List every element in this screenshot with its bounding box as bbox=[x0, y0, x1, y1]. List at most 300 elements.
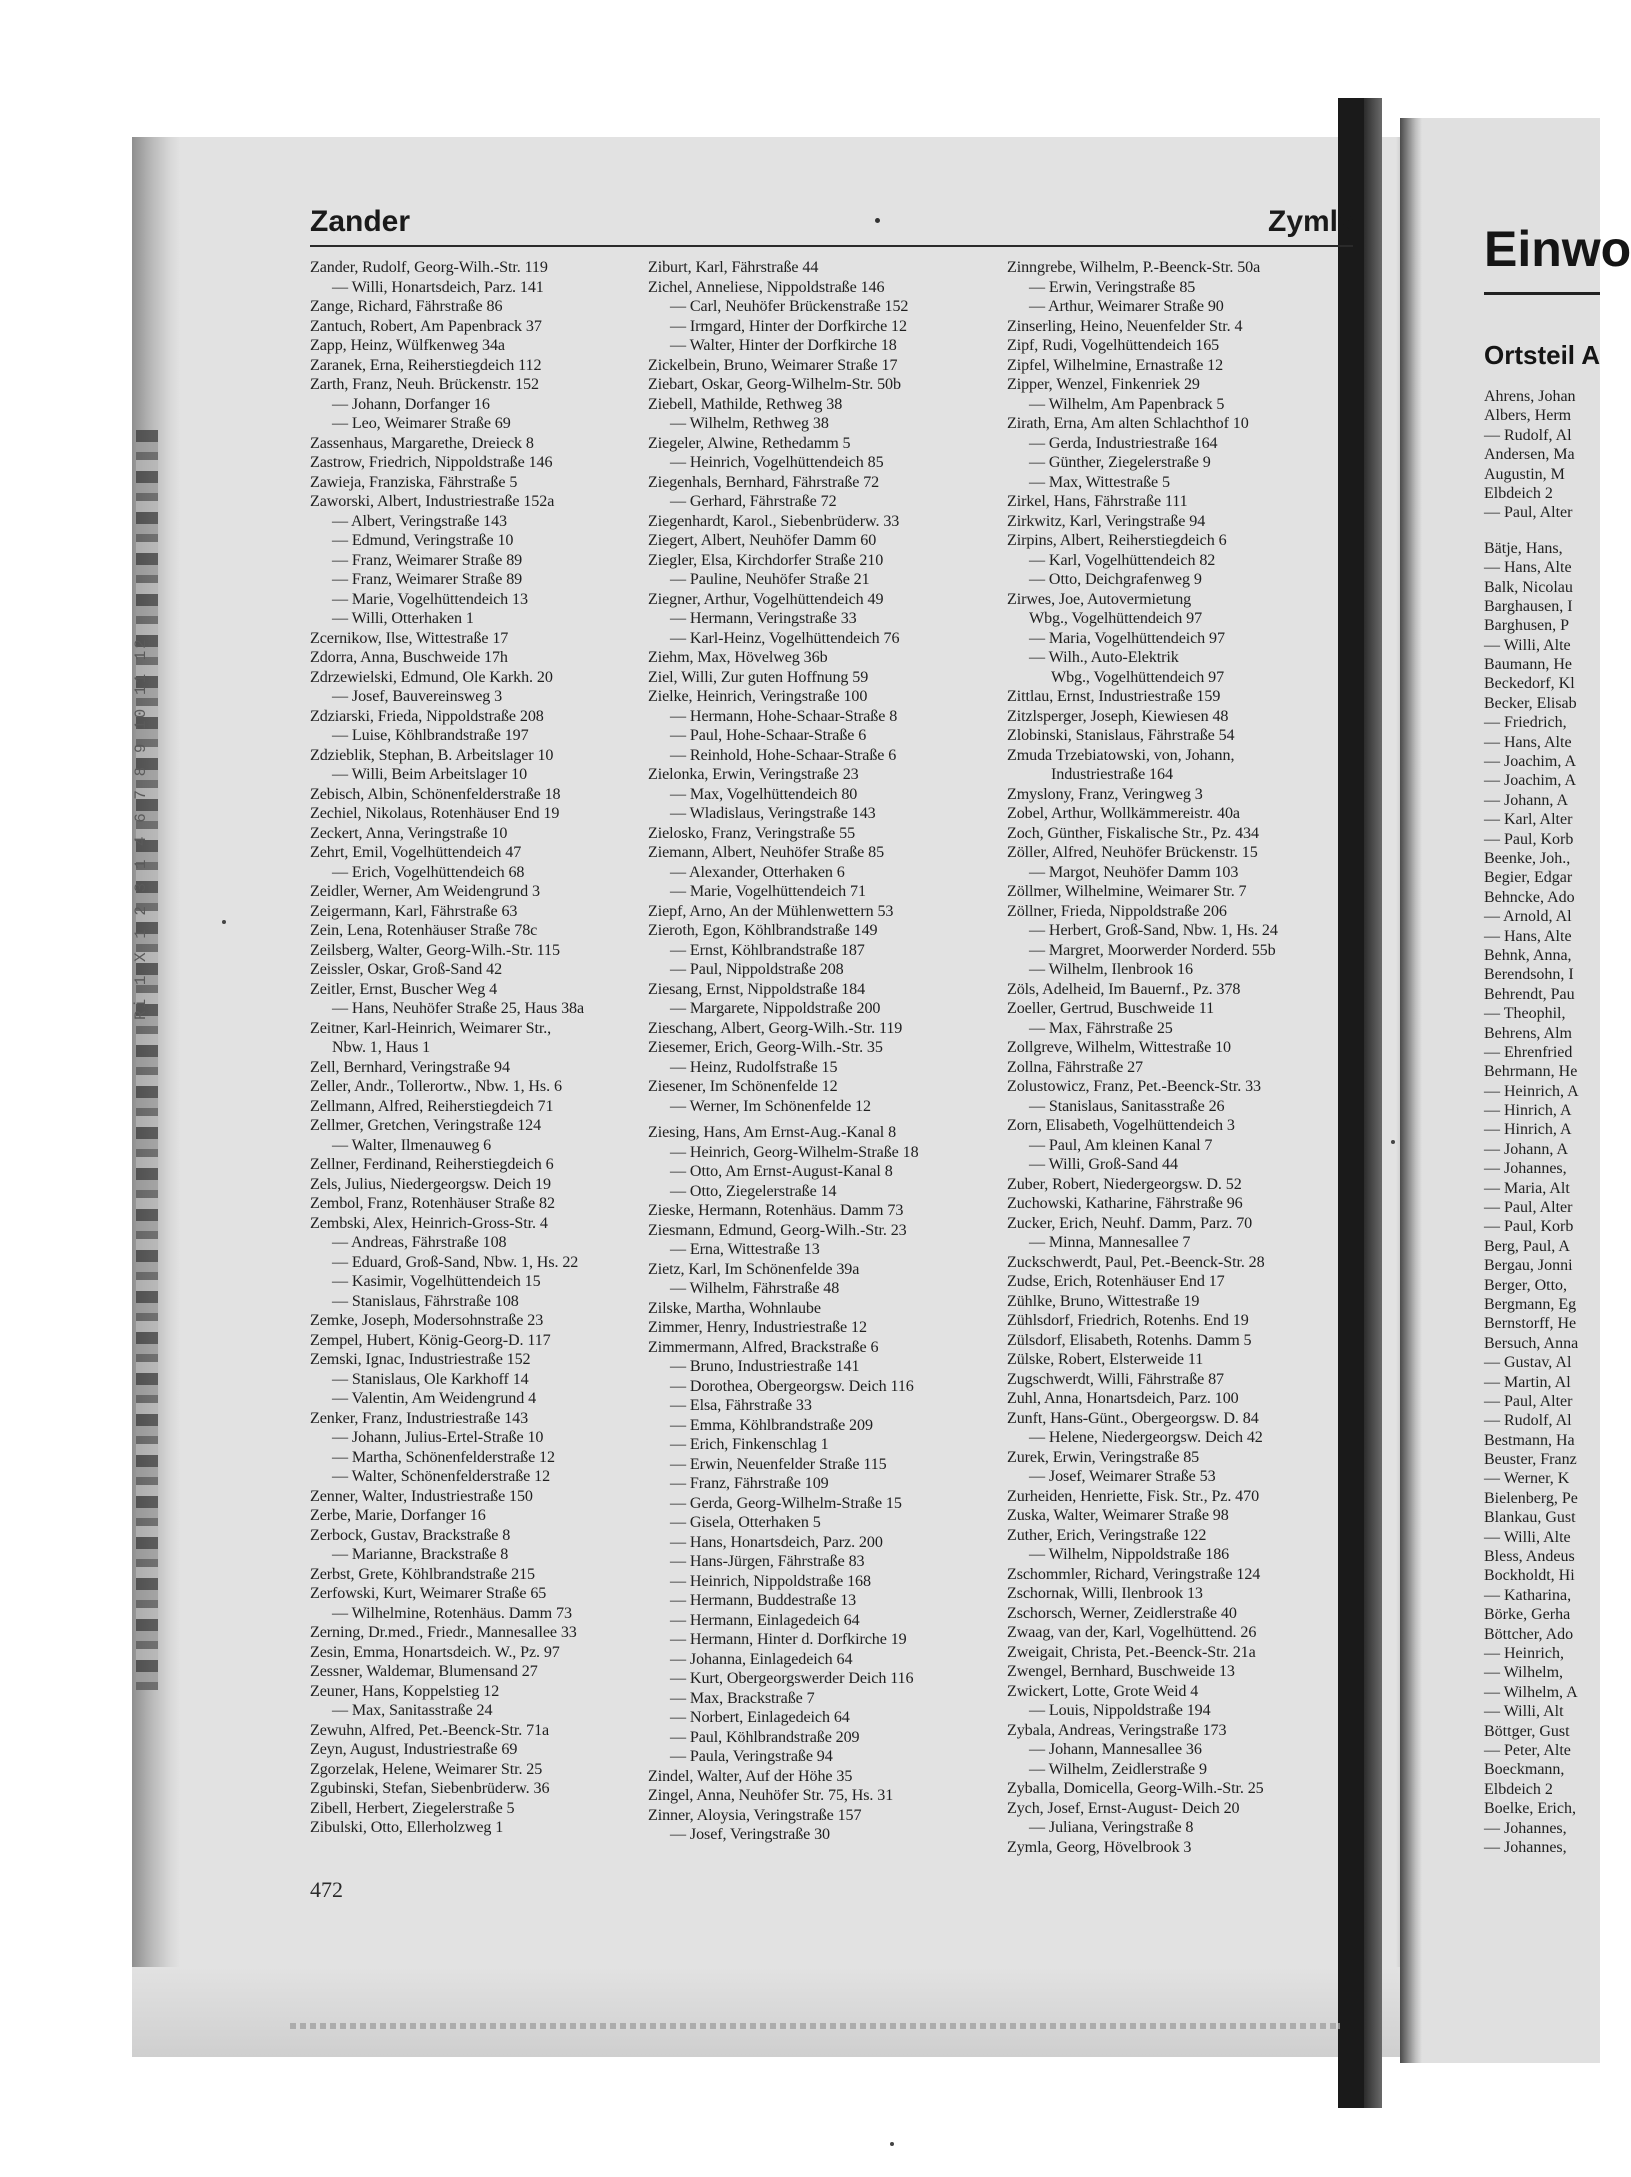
directory-entry: — Walter, Schönenfelderstraße 12 bbox=[332, 1468, 551, 1485]
directory-entry: Bestmann, Ha bbox=[1484, 1431, 1575, 1449]
directory-entry: Bockholdt, Hi bbox=[1484, 1567, 1575, 1585]
directory-entry: Zemski, Ignac, Industriestraße 152 bbox=[310, 1351, 531, 1368]
directory-entry: Zuckschwerdt, Paul, Pet.-Beenck-Str. 28 bbox=[1007, 1253, 1265, 1271]
directory-entry: Zirath, Erna, Am alten Schlachthof 10 bbox=[1007, 415, 1249, 432]
directory-entry: — Heinrich, A bbox=[1484, 1082, 1579, 1100]
directory-entry: Zels, Julius, Niedergeorgsw. Deich 19 bbox=[310, 1175, 551, 1193]
directory-entry: Zembski, Alex, Heinrich-Gross-Str. 4 bbox=[310, 1214, 548, 1232]
directory-entry: Zdzieblik, Stephan, B. Arbeitslager 10 bbox=[310, 746, 554, 764]
directory-entry: Zange, Richard, Fährstraße 86 bbox=[310, 298, 503, 315]
directory-entry: — Willi, Alte bbox=[1484, 636, 1571, 654]
directory-entry: Behncke, Ado bbox=[1484, 888, 1575, 906]
directory-entry: Ziebart, Oskar, Georg-Wilhelm-Str. 50b bbox=[648, 376, 901, 393]
scan-speck bbox=[1391, 1140, 1395, 1144]
directory-entry: Bielenberg, Pe bbox=[1484, 1489, 1578, 1507]
right-page-column bbox=[1484, 387, 1600, 1857]
directory-entry: Beenke, Joh., bbox=[1484, 849, 1571, 867]
directory-entry: — Max, Sanitasstraße 24 bbox=[332, 1702, 493, 1719]
directory-entry: Zapp, Heinz, Wülfkenweg 34a bbox=[310, 337, 505, 354]
directory-entry: Zingel, Anna, Neuhöfer Str. 75, Hs. 31 bbox=[648, 1787, 894, 1804]
directory-entry: — Hans, Alte bbox=[1484, 559, 1572, 577]
directory-entry: Ziesener, Im Schönenfelde 12 bbox=[648, 1078, 838, 1095]
directory-entry: — Wilhelm, Rethweg 38 bbox=[670, 415, 829, 432]
directory-entry: Zych, Josef, Ernst-August- Deich 20 bbox=[1007, 1799, 1240, 1817]
directory-entry: — Margarete, Nippoldstraße 200 bbox=[670, 1000, 881, 1017]
directory-entry: Zantuch, Robert, Am Papenbrack 37 bbox=[310, 317, 542, 335]
directory-entry: Zybala, Andreas, Veringstraße 173 bbox=[1007, 1721, 1227, 1739]
directory-entry: Zindel, Walter, Auf der Höhe 35 bbox=[648, 1767, 853, 1785]
directory-entry: — Martha, Schönenfelderstraße 12 bbox=[332, 1448, 555, 1466]
directory-entry: Zschornak, Willi, Ilenbrook 13 bbox=[1007, 1585, 1203, 1602]
directory-entry: — Willi, Otterhaken 1 bbox=[332, 610, 474, 627]
directory-entry: — Hermann, Veringstraße 33 bbox=[670, 610, 857, 627]
directory-entry: Zeitner, Karl-Heinrich, Weimarer Str., bbox=[310, 1019, 552, 1037]
directory-entry: — Minna, Mannesallee 7 bbox=[1029, 1234, 1191, 1251]
directory-entry: Behnk, Anna, bbox=[1484, 946, 1572, 964]
directory-entry: — Erwin, Neuenfelder Straße 115 bbox=[670, 1455, 887, 1473]
directory-entry: Zudse, Erich, Rotenhäuser End 17 bbox=[1007, 1273, 1225, 1290]
directory-entry: — Josef, Veringstraße 30 bbox=[670, 1826, 830, 1843]
directory-entry: — Johanna, Einlagedeich 64 bbox=[670, 1650, 853, 1668]
directory-entry: Ziesang, Ernst, Nippoldstraße 184 bbox=[648, 980, 866, 998]
directory-entry: — Johann, A bbox=[1484, 791, 1568, 809]
directory-entry: Bernstorff, He bbox=[1484, 1315, 1577, 1333]
directory-entry: Zöller, Alfred, Neuhöfer Brückenstr. 15 bbox=[1007, 844, 1258, 861]
directory-entry: — Wladislaus, Veringstraße 143 bbox=[670, 805, 876, 822]
directory-entry: Zehrt, Emil, Vogelhüttendeich 47 bbox=[310, 844, 522, 861]
directory-entry: — Hermann, Einlagedeich 64 bbox=[670, 1611, 860, 1629]
directory-entry: — Hans, Neuhöfer Straße 25, Haus 38a bbox=[332, 1000, 585, 1017]
directory-entry: — Heinz, Rudolfstraße 15 bbox=[670, 1058, 838, 1076]
directory-entry: Ziegenhardt, Karol., Siebenbrüderw. 33 bbox=[648, 512, 900, 530]
directory-entry: — Reinhold, Hohe-Schaar-Straße 6 bbox=[670, 746, 897, 764]
directory-entry: — Johann, A bbox=[1484, 1140, 1568, 1158]
scan-speck bbox=[890, 2142, 894, 2146]
directory-entry: Ziegenhals, Bernhard, Fährstraße 72 bbox=[648, 473, 880, 491]
directory-entry: Böttcher, Ado bbox=[1484, 1625, 1574, 1643]
directory-entry: Zein, Lena, Rotenhäuser Straße 78c bbox=[310, 922, 538, 939]
directory-entry: Zwickert, Lotte, Grote Weid 4 bbox=[1007, 1682, 1199, 1700]
directory-entry: — Martin, Al bbox=[1484, 1373, 1571, 1391]
directory-entry: Zipfel, Wilhelmine, Ernastraße 12 bbox=[1007, 356, 1224, 374]
directory-entry: Behrendt, Pau bbox=[1484, 985, 1575, 1003]
directory-entry: Bergmann, Eg bbox=[1484, 1295, 1577, 1313]
directory-entry: — Wilhelm, Ilenbrook 16 bbox=[1029, 961, 1193, 978]
directory-entry: — Johann, Mannesallee 36 bbox=[1029, 1741, 1202, 1758]
directory-entry: — Karl-Heinz, Vogelhüttendeich 76 bbox=[670, 629, 900, 647]
header-rule bbox=[310, 245, 1353, 247]
directory-entry: Elbdeich 2 bbox=[1484, 484, 1553, 502]
directory-entry: Bätje, Hans, bbox=[1484, 539, 1563, 557]
directory-entry: — Edmund, Veringstraße 10 bbox=[332, 532, 514, 549]
directory-entry: — Arnold, Al bbox=[1484, 908, 1572, 926]
directory-entry: — Johann, Julius-Ertel-Straße 10 bbox=[332, 1429, 544, 1446]
directory-entry: Zoch, Günther, Fiskalische Str., Pz. 434 bbox=[1007, 824, 1259, 842]
directory-entry: — Gerhard, Fährstraße 72 bbox=[670, 493, 837, 510]
directory-entry: Zucker, Erich, Neuhf. Damm, Parz. 70 bbox=[1007, 1214, 1253, 1232]
directory-entry: Zellner, Ferdinand, Reiherstiegdeich 6 bbox=[310, 1156, 554, 1173]
directory-column-3 bbox=[1007, 258, 1355, 1857]
directory-entry: — Hans, Honartsdeich, Parz. 200 bbox=[670, 1533, 883, 1551]
directory-entry: — Erwin, Veringstraße 85 bbox=[1029, 278, 1196, 296]
directory-entry: Zesin, Emma, Honartsdeich. W., Pz. 97 bbox=[310, 1643, 560, 1661]
directory-entry: — Karl, Vogelhüttendeich 82 bbox=[1029, 551, 1216, 569]
directory-entry: Zerbe, Marie, Dorfanger 16 bbox=[310, 1507, 486, 1524]
directory-entry: — Hans, Alte bbox=[1484, 733, 1572, 751]
directory-entry: Elbdeich 2 bbox=[1484, 1780, 1553, 1798]
directory-entry: Zerfowski, Kurt, Weimarer Straße 65 bbox=[310, 1585, 547, 1602]
directory-entry: Zerbock, Gustav, Brackstraße 8 bbox=[310, 1526, 511, 1544]
directory-entry: Zeidler, Werner, Am Weidengrund 3 bbox=[310, 883, 540, 900]
directory-entry: — Peter, Alte bbox=[1484, 1741, 1571, 1759]
directory-entry: — Hermann, Hinter d. Dorfkirche 19 bbox=[670, 1631, 907, 1648]
directory-entry: Zeyn, August, Industriestraße 69 bbox=[310, 1741, 518, 1758]
directory-entry: Zibell, Herbert, Ziegelerstraße 5 bbox=[310, 1799, 515, 1817]
directory-entry: Zenner, Walter, Industriestraße 150 bbox=[310, 1487, 533, 1505]
directory-entry: Zmyslony, Franz, Veringweg 3 bbox=[1007, 785, 1203, 803]
directory-entry: — Willi, Alt bbox=[1484, 1703, 1564, 1721]
directory-entry: Zinner, Aloysia, Veringstraße 157 bbox=[648, 1806, 862, 1824]
directory-entry: Zühlsdorf, Friedrich, Rotenhs. End 19 bbox=[1007, 1312, 1249, 1329]
directory-entry: — Friedrich, bbox=[1484, 714, 1567, 732]
directory-entry: Bersuch, Anna bbox=[1484, 1334, 1579, 1352]
directory-entry: Zunft, Hans-Günt., Obergeorgsw. D. 84 bbox=[1007, 1409, 1259, 1427]
scan-speck bbox=[222, 920, 226, 924]
directory-entry: — Margret, Moorwerder Norderd. 55b bbox=[1029, 941, 1276, 959]
directory-entry: — Willi, Alte bbox=[1484, 1528, 1571, 1546]
directory-entry: Zeitler, Ernst, Buscher Weg 4 bbox=[310, 980, 498, 998]
directory-entry: — Johannes, bbox=[1484, 1160, 1567, 1178]
directory-entry: Zittlau, Ernst, Industriestraße 159 bbox=[1007, 688, 1221, 705]
directory-entry: — Werner, K bbox=[1484, 1470, 1570, 1488]
directory-entry: — Karl, Alter bbox=[1484, 811, 1573, 829]
directory-entry: — Paula, Veringstraße 94 bbox=[670, 1748, 833, 1765]
directory-entry: — Katharina, bbox=[1484, 1586, 1572, 1604]
directory-entry: — Theophil, bbox=[1484, 1005, 1566, 1023]
header-dot bbox=[875, 218, 880, 223]
directory-entry: — Paul, Hohe-Schaar-Straße 6 bbox=[670, 727, 867, 744]
directory-entry: Zielonka, Erwin, Veringstraße 23 bbox=[648, 766, 859, 783]
directory-entry: Zaranek, Erna, Reiherstiegdeich 112 bbox=[310, 356, 542, 374]
directory-entry: Ziebell, Mathilde, Rethweg 38 bbox=[648, 395, 843, 413]
right-page-shadow bbox=[1400, 118, 1422, 2063]
directory-entry: — Maria, Alt bbox=[1484, 1179, 1570, 1197]
directory-column-1 bbox=[310, 258, 635, 1838]
directory-entry: — Herbert, Groß-Sand, Nbw. 1, Hs. 24 bbox=[1029, 922, 1278, 939]
directory-entry: — Paul, Alter bbox=[1484, 504, 1573, 522]
directory-entry: Zöllner, Frieda, Nippoldstraße 206 bbox=[1007, 902, 1227, 920]
directory-entry: Zempel, Hubert, König-Georg-D. 117 bbox=[310, 1331, 551, 1349]
directory-entry: — Marianne, Brackstraße 8 bbox=[332, 1546, 509, 1563]
directory-entry: — Margot, Neuhöfer Damm 103 bbox=[1029, 863, 1239, 881]
directory-entry: Ahrens, Johan bbox=[1484, 388, 1576, 405]
directory-entry: Ziegert, Albert, Neuhöfer Damm 60 bbox=[648, 532, 877, 549]
directory-entry: — Heinrich, Georg-Wilhelm-Straße 18 bbox=[670, 1143, 919, 1161]
directory-entry: — Paul, Korb bbox=[1484, 1218, 1574, 1236]
directory-entry: — Paul, Korb bbox=[1484, 830, 1574, 848]
directory-entry: — Elsa, Fährstraße 33 bbox=[670, 1397, 812, 1414]
directory-entry: Zipper, Wenzel, Finkenriek 29 bbox=[1007, 376, 1200, 393]
directory-entry: Zemke, Joseph, Modersohnstraße 23 bbox=[310, 1312, 544, 1329]
directory-entry: Zymla, Georg, Hövelbrook 3 bbox=[1007, 1838, 1192, 1856]
directory-entry: — Joachim, A bbox=[1484, 753, 1576, 771]
directory-entry: — Dorothea, Obergeorgsw. Deich 116 bbox=[670, 1377, 914, 1395]
directory-entry: — Luise, Köhlbrandstraße 197 bbox=[332, 727, 529, 744]
directory-entry: Zellmer, Gretchen, Veringstraße 124 bbox=[310, 1117, 542, 1134]
directory-entry: Berg, Paul, A bbox=[1484, 1237, 1570, 1255]
directory-entry: Zschommler, Richard, Veringstraße 124 bbox=[1007, 1565, 1261, 1583]
directory-entry: — Kurt, Obergeorgswerder Deich 116 bbox=[670, 1670, 914, 1687]
directory-entry: — Walter, Ilmenauweg 6 bbox=[332, 1136, 492, 1154]
directory-entry: Zuhl, Anna, Honartsdeich, Parz. 100 bbox=[1007, 1390, 1239, 1407]
left-guide-word: Zander bbox=[310, 205, 411, 238]
directory-entry: — Maria, Vogelhüttendeich 97 bbox=[1029, 629, 1225, 647]
directory-entry: — Gisela, Otterhaken 5 bbox=[670, 1514, 821, 1531]
directory-entry: — Irmgard, Hinter der Dorfkirche 12 bbox=[670, 317, 907, 335]
directory-entry: Zoeller, Gertrud, Buschweide 11 bbox=[1007, 1000, 1215, 1017]
directory-entry: Zenker, Franz, Industriestraße 143 bbox=[310, 1409, 529, 1427]
directory-entry: Zdorra, Anna, Buschweide 17h bbox=[310, 649, 508, 666]
directory-entry: — Ernst, Köhlbrandstraße 187 bbox=[670, 941, 865, 959]
directory-entry: Ziburt, Karl, Fährstraße 44 bbox=[648, 259, 819, 276]
directory-entry: Ziemann, Albert, Neuhöfer Straße 85 bbox=[648, 844, 885, 861]
directory-entry: — Heinrich, Nippoldstraße 168 bbox=[670, 1572, 871, 1590]
directory-entry: Zgorzelak, Helene, Weimarer Str. 25 bbox=[310, 1760, 543, 1778]
directory-entry: Zgubinski, Stefan, Siebenbrüderw. 36 bbox=[310, 1780, 550, 1797]
directory-entry: — Carl, Neuhöfer Brückenstraße 152 bbox=[670, 298, 909, 315]
directory-entry: Zurek, Erwin, Veringstraße 85 bbox=[1007, 1448, 1200, 1466]
directory-entry: Zugschwerdt, Willi, Fährstraße 87 bbox=[1007, 1370, 1224, 1388]
directory-entry: Nbw. 1, Haus 1 bbox=[332, 1039, 431, 1056]
bottom-shading bbox=[132, 1967, 1422, 2057]
directory-entry: Zirpins, Albert, Reiherstiegdeich 6 bbox=[1007, 532, 1227, 549]
binding-edge bbox=[1364, 98, 1382, 2108]
directory-entry: Ziesing, Hans, Am Ernst-Aug.-Kanal 8 bbox=[648, 1124, 897, 1141]
directory-entry: Boelke, Erich, bbox=[1484, 1800, 1576, 1818]
directory-entry: — Joachim, A bbox=[1484, 772, 1576, 790]
directory-entry: — Bruno, Industriestraße 141 bbox=[670, 1358, 860, 1375]
directory-entry: Berger, Otto, bbox=[1484, 1276, 1568, 1294]
directory-entry: Zöllmer, Wilhelmine, Weimarer Str. 7 bbox=[1007, 883, 1247, 900]
right-guide-word: Zymla bbox=[1268, 205, 1355, 238]
directory-entry: — Rudolf, Al bbox=[1484, 1412, 1572, 1430]
directory-entry: — Paul, Köhlbrandstraße 209 bbox=[670, 1728, 860, 1746]
directory-entry: Zellmann, Alfred, Reiherstiegdeich 71 bbox=[310, 1097, 554, 1115]
directory-entry: Zerbst, Grete, Köhlbrandstraße 215 bbox=[310, 1565, 535, 1583]
directory-entry: Zinngrebe, Wilhelm, P.-Beenck-Str. 50a bbox=[1007, 259, 1261, 276]
directory-entry: — Heinrich, bbox=[1484, 1645, 1564, 1662]
directory-entry: Zieroth, Egon, Köhlbrandstraße 149 bbox=[648, 922, 878, 939]
directory-entry: Zitzlsperger, Joseph, Kiewiesen 48 bbox=[1007, 707, 1229, 725]
directory-entry: — Max, Wittestraße 5 bbox=[1029, 473, 1170, 491]
directory-entry: — Wilh., Auto-Elektrik bbox=[1029, 649, 1179, 666]
directory-entry: Zielke, Heinrich, Veringstraße 100 bbox=[648, 688, 868, 705]
directory-entry: — Andreas, Fährstraße 108 bbox=[332, 1234, 507, 1251]
directory-entry: Beckedorf, Kl bbox=[1484, 675, 1575, 693]
directory-entry: Zickelbein, Bruno, Weimarer Straße 17 bbox=[648, 356, 898, 374]
directory-entry: Zmuda Trzebiatowski, von, Johann, bbox=[1007, 746, 1235, 764]
directory-entry: — Walter, Hinter der Dorfkirche 18 bbox=[670, 337, 897, 354]
directory-entry: — Max, Fährstraße 25 bbox=[1029, 1019, 1173, 1037]
directory-entry: — Erich, Finkenschlag 1 bbox=[670, 1436, 829, 1453]
directory-entry: Beuster, Franz bbox=[1484, 1451, 1577, 1469]
directory-entry: Zuther, Erich, Veringstraße 122 bbox=[1007, 1526, 1207, 1544]
directory-entry: — Otto, Am Ernst-August-Kanal 8 bbox=[670, 1163, 893, 1180]
directory-entry: — Johann, Dorfanger 16 bbox=[332, 395, 490, 413]
directory-entry: Zembol, Franz, Rotenhäuser Straße 82 bbox=[310, 1195, 555, 1212]
directory-entry: Ziehm, Max, Hövelweg 36b bbox=[648, 649, 828, 666]
directory-entry: — Wilhelm, A bbox=[1484, 1683, 1578, 1701]
directory-entry: — Rudolf, Al bbox=[1484, 426, 1572, 444]
directory-entry: — Willi, Honartsdeich, Parz. 141 bbox=[332, 278, 544, 296]
directory-entry: Zschorsch, Werner, Zeidlerstraße 40 bbox=[1007, 1604, 1237, 1622]
directory-entry: Ziesmann, Edmund, Georg-Wilh.-Str. 23 bbox=[648, 1221, 907, 1239]
directory-entry: — Louis, Nippoldstraße 194 bbox=[1029, 1702, 1211, 1719]
directory-entry: Zieske, Hermann, Rotenhäus. Damm 73 bbox=[648, 1202, 904, 1219]
directory-entry: Ziesemer, Erich, Georg-Wilh.-Str. 35 bbox=[648, 1039, 883, 1056]
directory-entry: Zdziarski, Frieda, Nippoldstraße 208 bbox=[310, 707, 544, 725]
directory-entry: — Wilhelm, Nippoldstraße 186 bbox=[1029, 1546, 1230, 1563]
directory-entry: Blankau, Gust bbox=[1484, 1509, 1576, 1527]
directory-entry: — Paul, Nippoldstraße 208 bbox=[670, 961, 844, 978]
directory-entry: — Hermann, Hohe-Schaar-Straße 8 bbox=[670, 707, 898, 725]
directory-entry: Zdrzewielski, Edmund, Ole Karkh. 20 bbox=[310, 668, 553, 686]
directory-entry: — Willi, Groß-Sand 44 bbox=[1029, 1156, 1178, 1173]
directory-entry: Zessner, Waldemar, Blumensand 27 bbox=[310, 1663, 538, 1680]
directory-entry: — Norbert, Einlagedeich 64 bbox=[670, 1709, 850, 1726]
directory-entry: Zlobinski, Stanislaus, Fährstraße 54 bbox=[1007, 727, 1235, 744]
directory-entry: — Paul, Alter bbox=[1484, 1392, 1573, 1410]
directory-entry: — Hinrich, A bbox=[1484, 1102, 1572, 1120]
directory-entry: — Josef, Bauvereinsweg 3 bbox=[332, 688, 503, 705]
directory-entry: Zeckert, Anna, Veringstraße 10 bbox=[310, 824, 508, 842]
directory-entry: — Stanislaus, Ole Karkhoff 14 bbox=[332, 1370, 529, 1388]
directory-entry: Zühlke, Bruno, Wittestraße 19 bbox=[1007, 1292, 1200, 1310]
directory-entry: Zilske, Martha, Wohnlaube bbox=[648, 1299, 821, 1317]
directory-entry: Zwengel, Bernhard, Buschweide 13 bbox=[1007, 1663, 1235, 1680]
right-page-subtitle: Ortsteil A bbox=[1484, 340, 1601, 370]
directory-entry: — Günther, Ziegelerstraße 9 bbox=[1029, 454, 1211, 471]
spine-text: Ri 1 X 1 2 3 1 4 6 7 8 9 10 11 12 bbox=[132, 637, 150, 1020]
directory-entry: Zollna, Fährstraße 27 bbox=[1007, 1058, 1144, 1076]
right-page-title: Einwo bbox=[1484, 221, 1631, 277]
directory-entry: — Leo, Weimarer Straße 69 bbox=[332, 415, 511, 432]
directory-entry: Barghusen, P bbox=[1484, 617, 1570, 635]
directory-entry: Zolustowicz, Franz, Pet.-Beenck-Str. 33 bbox=[1007, 1078, 1261, 1095]
spacer bbox=[648, 1116, 993, 1123]
directory-entry: Zawieja, Franziska, Fährstraße 5 bbox=[310, 473, 518, 491]
directory-entry: — Hinrich, A bbox=[1484, 1121, 1572, 1139]
directory-entry: — Max, Vogelhüttendeich 80 bbox=[670, 785, 858, 803]
directory-entry: — Kasimir, Vogelhüttendeich 15 bbox=[332, 1273, 541, 1290]
directory-entry: Zaworski, Albert, Industriestraße 152a bbox=[310, 493, 555, 510]
directory-entry: Ziel, Willi, Zur guten Hoffnung 59 bbox=[648, 668, 869, 686]
directory-entry: — Otto, Ziegelerstraße 14 bbox=[670, 1182, 837, 1200]
directory-entry: Zülske, Robert, Elsterweide 11 bbox=[1007, 1351, 1204, 1368]
directory-entry: Zweigait, Christa, Pet.-Beenck-Str. 21a bbox=[1007, 1643, 1256, 1661]
directory-entry: — Stanislaus, Fährstraße 108 bbox=[332, 1292, 519, 1310]
directory-entry: — Marie, Vogelhüttendeich 13 bbox=[332, 590, 528, 608]
directory-entry: — Erna, Wittestraße 13 bbox=[670, 1241, 820, 1258]
directory-entry: — Juliana, Veringstraße 8 bbox=[1029, 1819, 1194, 1836]
directory-entry: Zimmermann, Alfred, Brackstraße 6 bbox=[648, 1338, 879, 1356]
directory-entry: Zander, Rudolf, Georg-Wilh.-Str. 119 bbox=[310, 259, 548, 276]
directory-entry: Zinserling, Heino, Neuenfelder Str. 4 bbox=[1007, 317, 1243, 335]
directory-entry: Zeuner, Hans, Koppelstieg 12 bbox=[310, 1682, 500, 1700]
directory-entry: Zastrow, Friedrich, Nippoldstraße 146 bbox=[310, 454, 553, 471]
directory-entry: Bless, Andeus bbox=[1484, 1548, 1575, 1566]
directory-entry: Zimmer, Henry, Industriestraße 12 bbox=[648, 1319, 867, 1336]
directory-entry: — Wilhelm, Fährstraße 48 bbox=[670, 1280, 840, 1297]
directory-entry: — Werner, Im Schönenfelde 12 bbox=[670, 1097, 871, 1115]
page-number: 472 bbox=[310, 1877, 343, 1902]
directory-entry: Zobel, Arthur, Wollkämmereistr. 40a bbox=[1007, 805, 1240, 822]
directory-entry: — Franz, Weimarer Straße 89 bbox=[332, 571, 523, 588]
directory-entry: — Heinrich, Vogelhüttendeich 85 bbox=[670, 454, 884, 471]
directory-entry: — Pauline, Neuhöfer Straße 21 bbox=[670, 571, 870, 588]
directory-entry: Zielosko, Franz, Veringstraße 55 bbox=[648, 824, 856, 842]
directory-entry: Zerning, Dr.med., Friedr., Mannesallee 33 bbox=[310, 1624, 577, 1641]
directory-entry: Albers, Herm bbox=[1484, 407, 1572, 425]
directory-entry: Wbg., Vogelhüttendeich 97 bbox=[1029, 610, 1203, 627]
directory-entry: Zuber, Robert, Niedergeorgsw. D. 52 bbox=[1007, 1175, 1242, 1193]
directory-entry: Zieschang, Albert, Georg-Wilh.-Str. 119 bbox=[648, 1019, 903, 1037]
directory-entry: Industriestraße 164 bbox=[1051, 766, 1173, 783]
directory-entry: Zcernikow, Ilse, Wittestraße 17 bbox=[310, 629, 509, 647]
directory-entry: Andersen, Ma bbox=[1484, 446, 1575, 464]
directory-entry: — Wilhelm, Zeidlerstraße 9 bbox=[1029, 1760, 1207, 1778]
directory-entry: — Paul, Am kleinen Kanal 7 bbox=[1029, 1136, 1213, 1154]
directory-entry: Zirkwitz, Karl, Veringstraße 94 bbox=[1007, 512, 1206, 530]
directory-entry: Zuska, Walter, Weimarer Straße 98 bbox=[1007, 1507, 1229, 1524]
directory-entry: — Hans, Alte bbox=[1484, 927, 1572, 945]
directory-entry: Ziegeler, Alwine, Rethedamm 5 bbox=[648, 434, 851, 452]
directory-entry: Zeller, Andr., Tollerortw., Nbw. 1, Hs. 6 bbox=[310, 1078, 562, 1095]
directory-entry: Baumann, He bbox=[1484, 656, 1572, 674]
spacer bbox=[1484, 523, 1600, 539]
directory-entry: — Gustav, Al bbox=[1484, 1354, 1572, 1372]
directory-entry: Zipf, Rudi, Vogelhüttendeich 165 bbox=[1007, 337, 1220, 354]
directory-entry: — Marie, Vogelhüttendeich 71 bbox=[670, 883, 866, 900]
directory-entry: Boeckmann, bbox=[1484, 1761, 1565, 1779]
directory-entry: — Josef, Weimarer Straße 53 bbox=[1029, 1468, 1216, 1485]
directory-entry: Zwaag, van der, Karl, Vogelhüttend. 26 bbox=[1007, 1624, 1257, 1641]
directory-entry: Zirkel, Hans, Fährstraße 111 bbox=[1007, 493, 1188, 510]
directory-entry: — Paul, Alter bbox=[1484, 1199, 1573, 1217]
directory-entry: — Max, Brackstraße 7 bbox=[670, 1689, 815, 1707]
directory-entry: — Hermann, Buddestraße 13 bbox=[670, 1592, 857, 1609]
directory-entry: Zeilsberg, Walter, Georg-Wilh.-Str. 115 bbox=[310, 941, 560, 959]
directory-entry: Zarth, Franz, Neuh. Brückenstr. 152 bbox=[310, 376, 539, 393]
directory-entry: Zassenhaus, Margarethe, Dreieck 8 bbox=[310, 434, 534, 452]
directory-entry: — Otto, Deichgrafenweg 9 bbox=[1029, 571, 1202, 588]
right-page-rule bbox=[1484, 292, 1600, 295]
directory-entry: Behrens, Alm bbox=[1484, 1024, 1572, 1042]
directory-entry: — Hans-Jürgen, Fährstraße 83 bbox=[670, 1553, 865, 1570]
directory-entry: Bergau, Jonni bbox=[1484, 1257, 1573, 1275]
directory-entry: — Valentin, Am Weidengrund 4 bbox=[332, 1390, 537, 1407]
directory-entry: — Willi, Beim Arbeitslager 10 bbox=[332, 766, 528, 783]
directory-entry: Barghausen, I bbox=[1484, 597, 1573, 615]
directory-entry: — Gerda, Georg-Wilhelm-Straße 15 bbox=[670, 1494, 902, 1512]
directory-entry: Zuchowski, Katharine, Fährstraße 96 bbox=[1007, 1195, 1243, 1212]
directory-column-2 bbox=[648, 258, 993, 1845]
directory-entry: Berendsohn, I bbox=[1484, 966, 1574, 984]
directory-entry: Zollgreve, Wilhelm, Wittestraße 10 bbox=[1007, 1039, 1231, 1056]
directory-entry: — Erich, Vogelhüttendeich 68 bbox=[332, 863, 525, 881]
directory-entry: — Stanislaus, Sanitasstraße 26 bbox=[1029, 1097, 1225, 1115]
directory-entry: — Johannes, bbox=[1484, 1819, 1567, 1837]
